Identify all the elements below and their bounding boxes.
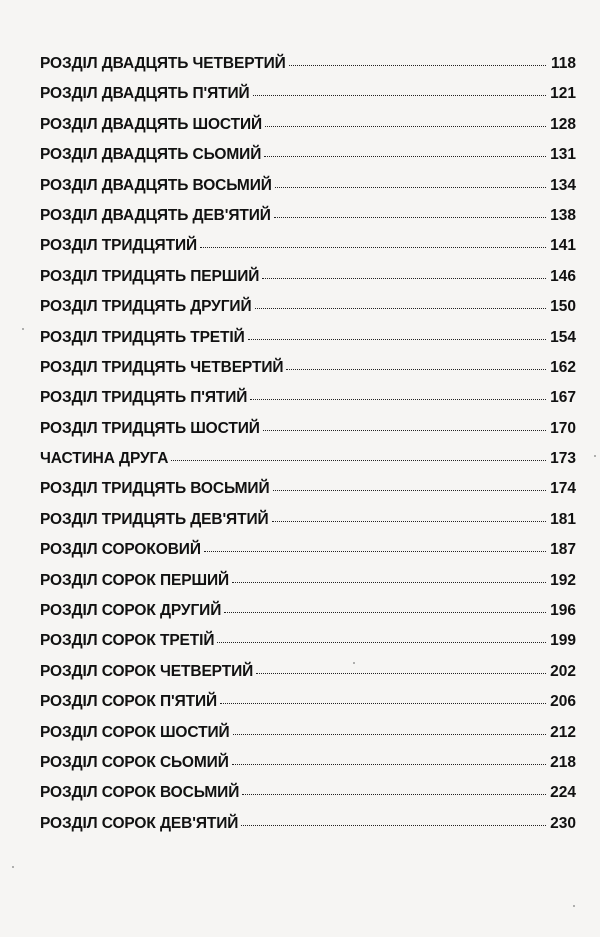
- toc-entry-page: 167: [550, 389, 576, 407]
- scan-speck: [594, 455, 596, 457]
- toc-entry-title: РОЗДІЛ СОРОК ВОСЬМИЙ: [40, 784, 240, 802]
- toc-entry: [40, 718, 576, 748]
- toc-entry-page: 118: [550, 55, 576, 72]
- toc-entry: [40, 748, 576, 778]
- toc-entry-page: 181: [550, 510, 576, 528]
- toc-entry: [40, 110, 576, 140]
- toc-entry-page: 230: [550, 814, 576, 832]
- dot-leader: [262, 278, 546, 279]
- dot-leader: [273, 490, 546, 491]
- toc-entry-page: 138: [550, 206, 576, 224]
- dot-leader: [241, 825, 546, 826]
- toc-entry-title: РОЗДІЛ ДВАДЦЯТЬ П'ЯТИЙ: [40, 85, 250, 103]
- dot-leader: [263, 430, 546, 431]
- toc-entry-title: РОЗДІЛ ДВАДЦЯТЬ ВОСЬМИЙ: [40, 176, 272, 194]
- dot-leader: [265, 126, 546, 127]
- toc-entry-page: 154: [550, 328, 576, 346]
- dot-leader: [289, 65, 546, 66]
- toc-entry-page: 146: [550, 267, 576, 285]
- dot-leader: [264, 156, 546, 157]
- toc-entry: [40, 444, 576, 474]
- toc-entry-page: 196: [550, 602, 576, 620]
- dot-leader: [272, 521, 546, 522]
- toc-entry: [40, 323, 576, 353]
- toc-entry-title: РОЗДІЛ СОРОК ШОСТИЙ: [40, 723, 230, 741]
- toc-entry: [40, 292, 576, 322]
- toc-entry-title: РОЗДІЛ ДВАДЦЯТЬ СЬОМИЙ: [40, 146, 262, 164]
- dot-leader: [253, 95, 546, 96]
- dot-leader: [232, 582, 546, 583]
- toc-entry: [40, 535, 576, 565]
- toc-entry-page: 192: [550, 571, 576, 589]
- toc-entry-title: РОЗДІЛ СОРОК ЧЕТВЕРТИЙ: [40, 662, 254, 680]
- toc-entry-title: РОЗДІЛ ТРИДЦЯТЬ ЧЕТВЕРТИЙ: [40, 358, 284, 376]
- dot-leader: [274, 217, 546, 218]
- dot-leader: [200, 247, 546, 248]
- toc-entry-page: 174: [550, 480, 576, 498]
- dot-leader: [217, 642, 546, 643]
- toc-entry-title: ЧАСТИНА ДРУГА: [40, 450, 169, 468]
- toc-entry-page: 224: [550, 784, 576, 802]
- toc-entry-page: 202: [550, 662, 576, 680]
- toc-entry: [40, 687, 576, 717]
- dot-leader: [250, 399, 546, 400]
- toc-entry-title: РОЗДІЛ ТРИДЦЯТЬ ДРУГИЙ: [40, 298, 252, 316]
- toc-entry: [40, 383, 576, 413]
- toc-entry-title: РОЗДІЛ ДВАДЦЯТЬ ШОСТИЙ: [40, 115, 263, 133]
- toc-entry: [40, 778, 576, 808]
- scan-speck: [12, 866, 14, 868]
- table-of-contents: [40, 49, 576, 839]
- toc-entry-page: 150: [550, 298, 576, 316]
- toc-entry-page: 218: [550, 753, 576, 771]
- toc-entry: [40, 231, 576, 261]
- dot-leader: [232, 764, 546, 765]
- dot-leader: [224, 612, 546, 613]
- toc-entry: [40, 171, 576, 201]
- toc-entry-title: РОЗДІЛ ТРИДЦЯТЬ ТРЕТІЙ: [40, 328, 245, 346]
- toc-entry-title: РОЗДІЛ ДВАДЦЯТЬ ДЕВ'ЯТИЙ: [40, 206, 271, 224]
- toc-entry-page: 128: [550, 115, 576, 133]
- dot-leader: [275, 187, 546, 188]
- dot-leader: [220, 703, 546, 704]
- toc-entry: [40, 262, 576, 292]
- toc-entry-title: РОЗДІЛ СОРОК ДРУГИЙ: [40, 602, 222, 620]
- toc-entry: [40, 201, 576, 231]
- toc-entry: [40, 657, 576, 687]
- toc-entry: [40, 596, 576, 626]
- toc-entry-title: РОЗДІЛ ТРИДЦЯТИЙ: [40, 237, 198, 255]
- toc-entry: [40, 474, 576, 504]
- toc-entry-title: РОЗДІЛ СОРОК П'ЯТИЙ: [40, 693, 218, 711]
- toc-entry-page: 121: [550, 85, 576, 103]
- toc-entry-title: РОЗДІЛ ТРИДЦЯТЬ ДЕВ'ЯТИЙ: [40, 510, 269, 528]
- dot-leader: [233, 734, 546, 735]
- toc-entry-title: РОЗДІЛ ТРИДЦЯТЬ ВОСЬМИЙ: [40, 480, 270, 498]
- toc-entry: [40, 414, 576, 444]
- toc-entry-page: 199: [550, 632, 576, 650]
- toc-entry: [40, 79, 576, 109]
- toc-entry-page: 141: [550, 237, 576, 255]
- toc-entry-title: РОЗДІЛ СОРОК ДЕВ'ЯТИЙ: [40, 814, 239, 832]
- toc-entry-title: РОЗДІЛ ТРИДЦЯТЬ ПЕРШИЙ: [40, 267, 260, 285]
- dot-leader: [204, 551, 546, 552]
- toc-entry-page: 162: [550, 358, 576, 376]
- toc-entry-title: РОЗДІЛ СОРОКОВИЙ: [40, 541, 201, 559]
- toc-entry: [40, 809, 576, 839]
- scan-speck: [573, 905, 575, 907]
- scan-speck: [353, 662, 355, 664]
- toc-entry-title: РОЗДІЛ ТРИДЦЯТЬ П'ЯТИЙ: [40, 389, 248, 407]
- toc-entry-title: РОЗДІЛ ТРИДЦЯТЬ ШОСТИЙ: [40, 419, 260, 437]
- toc-entry-page: 170: [550, 419, 576, 437]
- toc-entry-page: 134: [550, 176, 576, 194]
- dot-leader: [171, 460, 546, 461]
- dot-leader: [242, 794, 546, 795]
- toc-entry-page: 187: [550, 541, 576, 559]
- toc-entry-title: РОЗДІЛ ДВАДЦЯТЬ ЧЕТВЕРТИЙ: [40, 55, 286, 72]
- toc-entry-title: РОЗДІЛ СОРОК ПЕРШИЙ: [40, 571, 230, 589]
- dot-leader: [256, 673, 546, 674]
- dot-leader: [255, 308, 547, 309]
- scan-speck: [22, 328, 24, 330]
- toc-entry: [40, 626, 576, 656]
- toc-entry: [40, 49, 576, 79]
- dot-leader: [248, 339, 546, 340]
- toc-entry-page: 212: [550, 723, 576, 741]
- toc-entry: [40, 566, 576, 596]
- toc-entry-page: 206: [550, 693, 576, 711]
- dot-leader: [286, 369, 546, 370]
- toc-entry-title: РОЗДІЛ СОРОК ТРЕТІЙ: [40, 632, 215, 650]
- toc-entry-page: 173: [550, 450, 576, 468]
- toc-entry-page: 131: [550, 146, 576, 164]
- toc-entry-title: РОЗДІЛ СОРОК СЬОМИЙ: [40, 753, 229, 771]
- toc-entry: [40, 505, 576, 535]
- toc-entry: [40, 140, 576, 170]
- toc-entry: [40, 353, 576, 383]
